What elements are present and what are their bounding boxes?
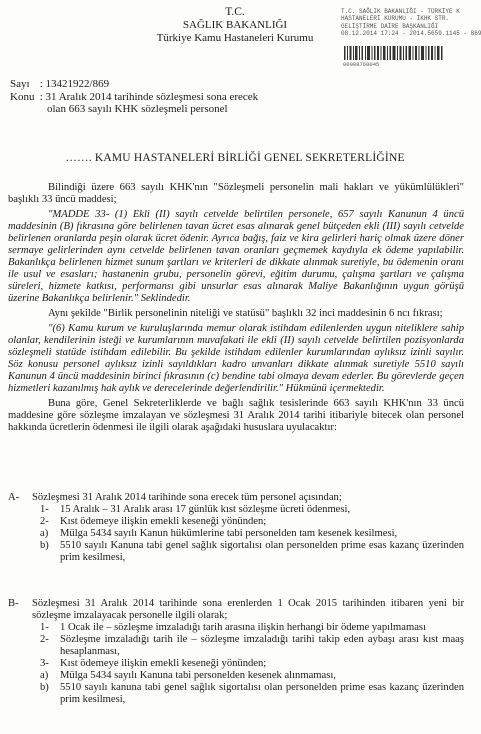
- section-a: [8, 492, 464, 564]
- konu-row: [10, 91, 258, 103]
- paragraph-article-32: Aynı şekilde "Birlik personelinin niteliği ve statüsü" başlıklı 32 inci maddesinin 6 ncı fıkrası;: [48, 308, 443, 319]
- list-item: Kıst ödemeye ilişkin emekli keseneği yönünden;: [60, 516, 267, 527]
- sayi-value: : 13421922/869: [39, 78, 110, 90]
- section-b-letter: B-: [8, 598, 19, 609]
- list-marker: a): [40, 670, 49, 681]
- stamp-line: 08.12.2014 17:24 - 2014.5659.1145 - 869: [341, 30, 481, 38]
- letter-body: [8, 182, 464, 437]
- list-marker: a): [40, 528, 49, 539]
- list-item: 5510 sayılı kanuna tabi genel sağlık sigortalısı olan personelden prime esas kazanç üzerinden prim kesilmesi,: [60, 682, 464, 705]
- section-a-heading: Sözleşmesi 31 Aralık 2014 tarihinde sona erecek tüm personel açısından;: [32, 492, 342, 503]
- section-b: [8, 598, 464, 706]
- sayi-row: [10, 78, 109, 90]
- stamp-line: GELİŞTİRME DAİRE BAŞKANLIĞI: [341, 22, 439, 30]
- paragraph-instructions: Buna göre, Genel Sekreterliklerde ve bağlı sağlık tesislerinde 663 sayılı KHK'nın 33 üncü maddesine göre sözleşme imzalayan ve sözleşmesi 31 Aralık 2014 tarihi itibariyle bitecek olan personel hakkında ücretlerin ödenmesi ile ilgili olarak aşağıdaki hususlara uyulacaktır:: [8, 398, 464, 433]
- letterhead-tc: T.C.: [225, 6, 245, 18]
- list-item: Mülga 5434 sayılı Kanuna tabi personelden kesenek alınmaması,: [60, 670, 336, 681]
- quote-article-33: "MADDE 33- (1) Ekli (II) sayılı cetvelde belirtilen personele, 657 sayılı Kanunun 4 üncü maddesinin (B) fıkrasına göre belirlenen tavan ücret esas alınarak genel bütçeden ekli (III) sayılı cetvelde belirlenen oranlarda peşin olarak ücret ödenir. Ayrıca bağış, faiz ve kira gelirleri hariç olmak üzere döner sermaye gelirlerinden aynı cetvelde belirlenen tavan oranları geçmemek kaydıyla ek ödeme yapılabilir. Bakanlıkça belirlenen hizmet sunum şartları ve kriterleri de dikkate alınmak suretiyle, bu ödemenin oranı ile usul ve esasları; hastanenin grubu, personelin görevi, eğitim durumu, çalışma şartları ve çalışma süreleri, hizmete katkısı, performansı gibi unsurlar esas alınarak Maliye Bakanlığının uygun görüşü üzerine Bakanlıkça belirlenir." Seklindedir.: [8, 209, 464, 304]
- addressee-title: ……. KAMU HASTANELERİ BİRLİĞİ GENEL SEKRETERLİĞİNE: [65, 152, 405, 164]
- paragraph-intro: Bilindiği üzere 663 sayılı KHK'nın "Sözleşmeli personelin mali hakları ve yükümlülükleri" başlıklı 33 üncü maddesi;: [8, 182, 464, 205]
- list-item: 1 Ocak ile – sözleşme imzaladığı tarih arasına ilişkin herhangi bir ödeme yapılmaması: [60, 622, 426, 633]
- letterhead-agency: Türkiye Kamu Hastaneleri Kurumu: [156, 32, 314, 44]
- konu-line-1: : 31 Aralık 2014 tarihinde sözleşmesi sona erecek: [39, 91, 259, 103]
- letterhead-ministry: SAĞLIK BAKANLIĞI: [182, 19, 288, 31]
- barcode-image: [344, 46, 444, 60]
- list-item: Mülga 5434 sayılı Kanun hükümlerine tabi personelden tam kesenek kesilmesi,: [60, 528, 398, 539]
- quote-article-32-6: "(6) Kamu kurum ve kuruluşlarında memur olarak istihdam edilenlerden uygun niteliklere sahip olanlar, kendilerinin isteği ve kurumlarının muvafakati ile ekli (II) sayılı cetvelde belirtilen pozisyonlarda sözleşmeli statüde istihdam edilebilir. Bu şekilde istihdam edilenler kurumlarından aylıksız izinli sayılır. Söz konusu personel aylıksız izinli sayıldıkları kadro unvanları dikkate alınmak suretiyle 5510 sayılı Kanunun 4 üncü maddesinin birinci fıkrasının (c) bendine tabi olmaya devam ederler. Bu görevlerde geçen hizmetleri kazanılmış hak aylık ve derecelerinde değerlendirilir." Hükmünü içermektedir.: [8, 323, 464, 394]
- list-marker: 2-: [40, 634, 49, 645]
- list-item: Sözleşme imzaladığı tarih ile – sözleşme imzaladığı tarihi takip eden aybaşı arası kıst maaş hesaplanması,: [60, 634, 464, 657]
- konu-line-2: olan 663 sayılı KHK sözleşmeli personel: [47, 103, 228, 115]
- list-item: Kıst ödemeye ilişkin emekli keseneği yönünden;: [60, 658, 267, 669]
- sayi-label: Sayı: [10, 78, 30, 90]
- konu-label: Konu: [10, 91, 35, 103]
- registry-stamp: [341, 8, 481, 38]
- letterhead: [140, 6, 330, 45]
- stamp-line: HASTANELERİ KURUMU - İKHK STR.: [341, 15, 450, 23]
- list-marker: 2-: [40, 516, 49, 527]
- list-item: 15 Aralık – 31 Aralık arası 17 günlük kıst sözleşme ücreti ödenmesi,: [60, 504, 351, 515]
- list-marker: 3-: [40, 658, 49, 669]
- list-marker: 1-: [40, 622, 49, 633]
- list-marker: 1-: [40, 504, 49, 515]
- section-b-heading: Sözleşmesi 31 Aralık 2014 tarihinde sona erenlerden 1 Ocak 2015 tarihinden itibaren yeni bir sözleşme imzalayacak personelle ilgili olarak;: [32, 598, 464, 621]
- section-a-letter: A-: [8, 492, 20, 503]
- stamp-line: T.C. SAĞLIK BAKANLIĞI - TÜRKİYE K: [341, 8, 460, 15]
- barcode-number: 00008760045: [343, 61, 380, 68]
- list-marker: b): [40, 682, 49, 693]
- list-marker: b): [40, 540, 49, 551]
- list-item: 5510 sayılı Kanuna tabi genel sağlık sigortalısı olan personelden prime esas kazanç üzerinden prim kesilmesi,: [60, 540, 464, 563]
